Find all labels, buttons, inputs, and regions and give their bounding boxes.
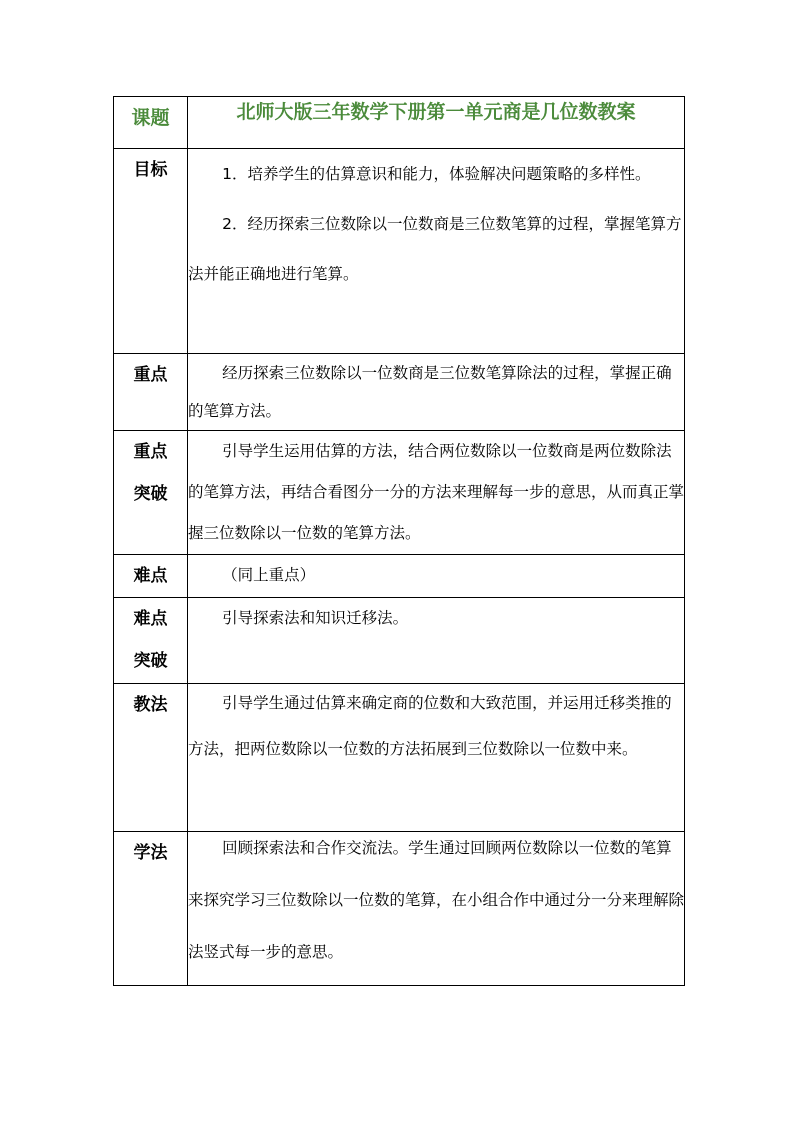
key-breakthrough-text: 引导学生运用估算的方法，结合两位数除以一位数商是两位数除法的笔算方法，再结合看图分一分的方法来理解每一步的意思，从而真正掌握三位数除以一位数的笔算方法。 <box>188 442 685 542</box>
goals-item-2: 2．经历探索三位数除以一位数商是三位数笔算的过程，掌握笔算方法并能正确地进行笔算。 <box>188 215 682 283</box>
difficulty-breakthrough-label-line2: 突破 <box>133 651 168 671</box>
row-key-points <box>114 354 685 431</box>
key-breakthrough-label <box>114 431 188 555</box>
teaching-method-content <box>188 684 685 832</box>
difficulty-breakthrough-content <box>188 598 685 684</box>
difficulty-label: 难点 <box>114 555 188 598</box>
lesson-plan-table <box>113 96 685 986</box>
key-breakthrough-content <box>188 431 685 555</box>
key-points-text: 经历探索三位数除以一位数商是三位数笔算除法的过程，掌握正确的笔算方法。 <box>188 364 672 420</box>
row-goals <box>114 149 685 354</box>
goals-item-1: 1．培养学生的估算意识和能力，体验解决问题策略的多样性。 <box>222 165 651 183</box>
row-difficulty <box>114 555 685 598</box>
goals-label: 目标 <box>114 149 188 354</box>
key-breakthrough-label-line1: 重点 <box>133 442 168 462</box>
row-learning-method <box>114 832 685 986</box>
key-breakthrough-label-line2: 突破 <box>133 484 168 504</box>
title-label: 课题 <box>114 97 188 149</box>
row-title <box>114 97 685 149</box>
difficulty-breakthrough-text: 引导探索法和知识迁移法。 <box>222 609 409 627</box>
learning-method-text: 回顾探索法和合作交流法。学生通过回顾两位数除以一位数的笔算来探究学习三位数除以一位数的笔算，在小组合作中通过分一分来理解除法竖式每一步的意思。 <box>188 839 685 961</box>
goals-content <box>188 149 685 354</box>
row-key-breakthrough <box>114 431 685 555</box>
lesson-title: 北师大版三年数学下册第一单元商是几位数教案 <box>188 97 685 149</box>
difficulty-breakthrough-label <box>114 598 188 684</box>
learning-method-content <box>188 832 685 986</box>
key-points-content <box>188 354 685 431</box>
learning-method-label: 学法 <box>114 832 188 986</box>
teaching-method-text: 引导学生通过估算来确定商的位数和大致范围，并运用迁移类推的方法，把两位数除以一位数的方法拓展到三位数除以一位数中来。 <box>188 694 672 758</box>
difficulty-text: （同上重点） <box>222 566 316 584</box>
difficulty-content <box>188 555 685 598</box>
difficulty-breakthrough-label-line1: 难点 <box>133 609 168 629</box>
row-difficulty-breakthrough <box>114 598 685 684</box>
key-points-label: 重点 <box>114 354 188 431</box>
teaching-method-label: 教法 <box>114 684 188 832</box>
row-teaching-method <box>114 684 685 832</box>
